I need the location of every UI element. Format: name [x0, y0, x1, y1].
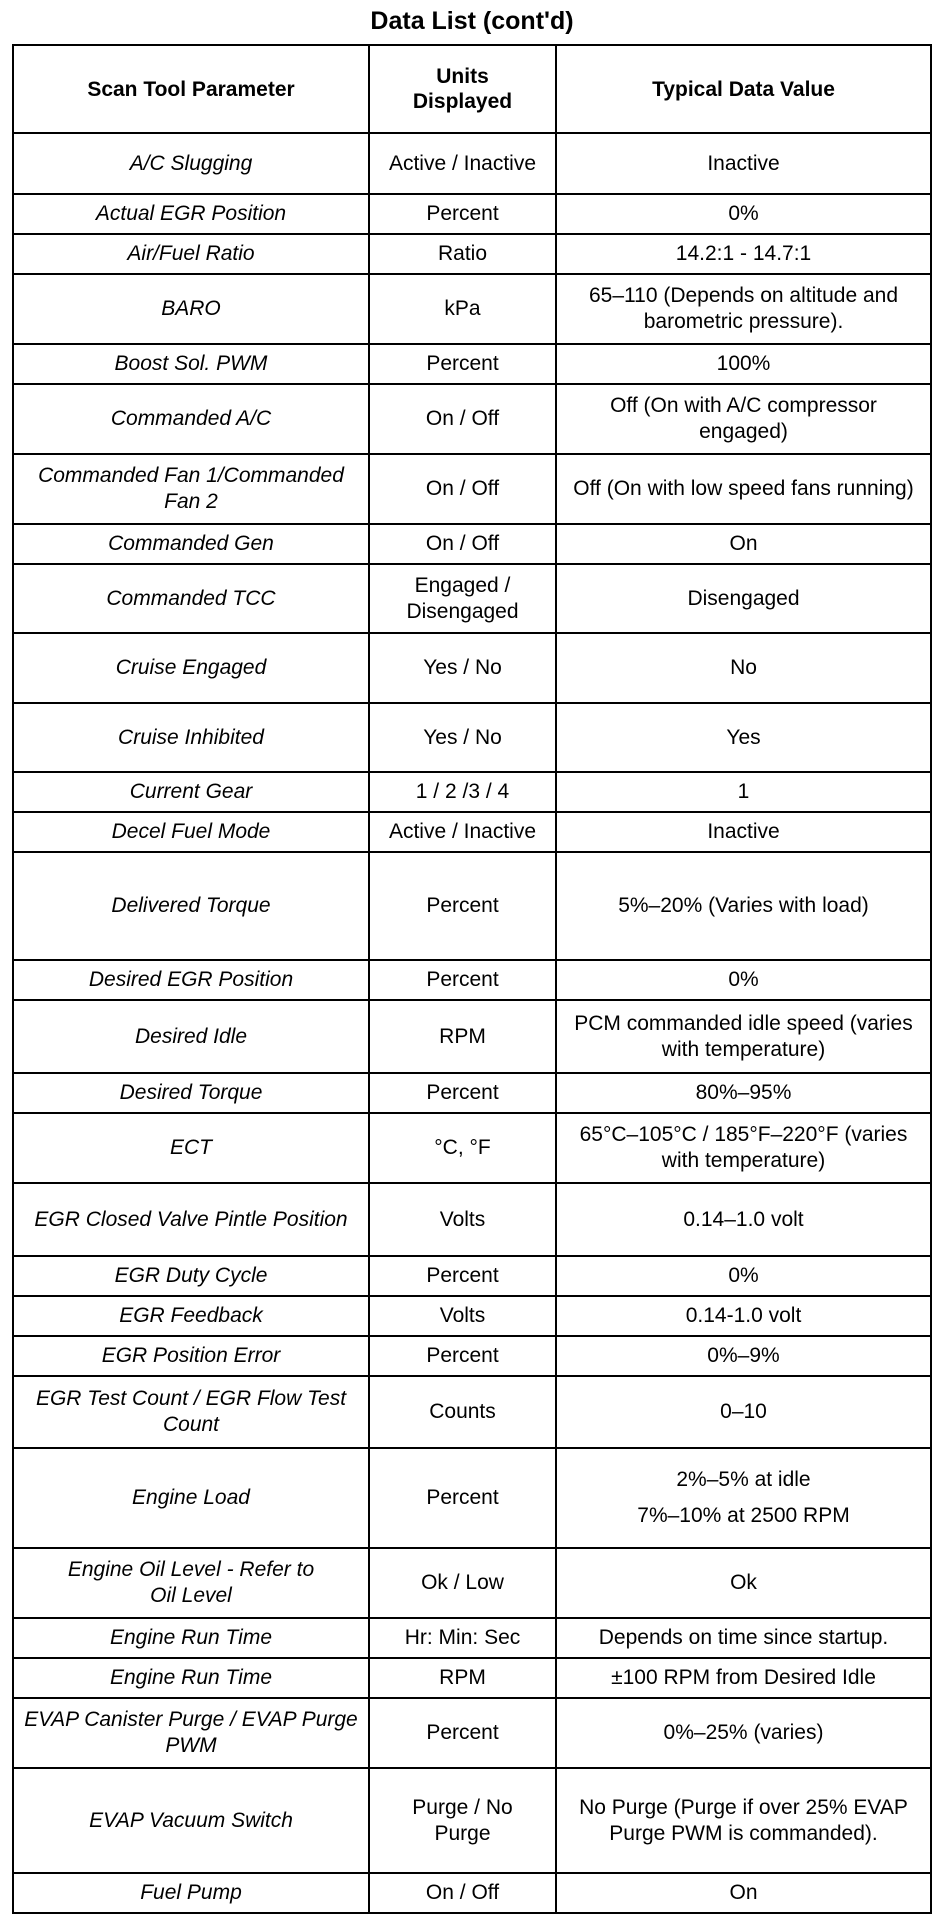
- value-cell: Off (On with A/C compressor engaged): [556, 384, 931, 454]
- param-cell: Fuel Pump: [13, 1873, 369, 1913]
- table-row: [13, 1256, 931, 1296]
- header-scan-tool-parameter: Scan Tool Parameter: [13, 45, 369, 133]
- table-row: [13, 1000, 931, 1073]
- units-cell: Active / Inactive: [369, 133, 556, 194]
- units-cell: On / Off: [369, 524, 556, 564]
- value-cell: ±100 RPM from Desired Idle: [556, 1658, 931, 1698]
- param-cell: EGR Position Error: [13, 1336, 369, 1376]
- param-cell: EGR Test Count / EGR Flow Test Count: [13, 1376, 369, 1448]
- value-cell: On: [556, 524, 931, 564]
- param-cell: Engine Load: [13, 1448, 369, 1548]
- units-cell: Counts: [369, 1376, 556, 1448]
- table-row: [13, 194, 931, 234]
- param-cell: Delivered Torque: [13, 852, 369, 960]
- table-row: [13, 1873, 931, 1913]
- units-cell: Engaged / Disengaged: [369, 564, 556, 633]
- value-cell: 0%: [556, 194, 931, 234]
- param-cell: EGR Duty Cycle: [13, 1256, 369, 1296]
- units-cell: Percent: [369, 1256, 556, 1296]
- table-row: [13, 633, 931, 703]
- value-cell: 0%–25% (varies): [556, 1698, 931, 1768]
- value-cell: 0%: [556, 1256, 931, 1296]
- value-cell: 0.14-1.0 volt: [556, 1296, 931, 1336]
- param-cell: Commanded Fan 1/Commanded Fan 2: [13, 454, 369, 524]
- units-cell: °C, °F: [369, 1113, 556, 1183]
- param-cell: Cruise Inhibited: [13, 703, 369, 772]
- units-cell: Percent: [369, 1336, 556, 1376]
- table-row: [13, 1698, 931, 1768]
- units-cell: Volts: [369, 1183, 556, 1256]
- table-row: [13, 960, 931, 1000]
- table-row: [13, 274, 931, 344]
- param-cell: EVAP Vacuum Switch: [13, 1768, 369, 1873]
- param-cell: BARO: [13, 274, 369, 344]
- table-row: [13, 1296, 931, 1336]
- param-cell: Current Gear: [13, 772, 369, 812]
- param-cell: Decel Fuel Mode: [13, 812, 369, 852]
- table-row: [13, 344, 931, 384]
- param-cell: ECT: [13, 1113, 369, 1183]
- value-cell: No Purge (Purge if over 25% EVAP Purge PWM is commanded).: [556, 1768, 931, 1873]
- units-cell: Percent: [369, 1073, 556, 1113]
- units-cell: On / Off: [369, 1873, 556, 1913]
- value-cell: Depends on time since startup.: [556, 1618, 931, 1658]
- units-cell: Ok / Low: [369, 1548, 556, 1618]
- table-row: [13, 454, 931, 524]
- param-cell: Air/Fuel Ratio: [13, 234, 369, 274]
- param-cell: Actual EGR Position: [13, 194, 369, 234]
- table-row: [13, 852, 931, 960]
- param-cell: Commanded Gen: [13, 524, 369, 564]
- param-cell: [13, 1698, 369, 1768]
- units-cell: Ratio: [369, 234, 556, 274]
- table-row: [13, 772, 931, 812]
- param-cell: Engine Run Time: [13, 1658, 369, 1698]
- table-row: [13, 1183, 931, 1256]
- units-cell: Percent: [369, 1698, 556, 1768]
- value-cell: 0%: [556, 960, 931, 1000]
- units-cell: RPM: [369, 1658, 556, 1698]
- param-cell: EGR Closed Valve Pintle Position: [13, 1183, 369, 1256]
- value-cell: Ok: [556, 1548, 931, 1618]
- param-cell: Engine Run Time: [13, 1618, 369, 1658]
- value-cell: 5%–20% (Varies with load): [556, 852, 931, 960]
- value-cell: Yes: [556, 703, 931, 772]
- table-row: [13, 524, 931, 564]
- value-cell: 14.2:1 - 14.7:1: [556, 234, 931, 274]
- value-cell: 0–10: [556, 1376, 931, 1448]
- page-title: Data List (cont'd): [370, 7, 574, 35]
- header-units-displayed: Units Displayed: [369, 45, 556, 133]
- param-cell: EGR Feedback: [13, 1296, 369, 1336]
- units-cell: Percent: [369, 1448, 556, 1548]
- table-row: [13, 1336, 931, 1376]
- value-cell: 65–110 (Depends on altitude and barometric pressure).: [556, 274, 931, 344]
- data-list-table: [12, 44, 932, 1914]
- value-cell: 0.14–1.0 volt: [556, 1183, 931, 1256]
- value-cell: [556, 1448, 931, 1548]
- value-cell: On: [556, 1873, 931, 1913]
- units-cell: 1 / 2 /3 / 4: [369, 772, 556, 812]
- value-line: 7%–10% at 2500 RPM: [637, 1504, 850, 1527]
- units-cell: Hr: Min: Sec: [369, 1618, 556, 1658]
- value-cell: No: [556, 633, 931, 703]
- table-row: [13, 1658, 931, 1698]
- value-cell: Inactive: [556, 812, 931, 852]
- units-cell: Percent: [369, 194, 556, 234]
- param-cell: [13, 1548, 369, 1618]
- table-row: [13, 1618, 931, 1658]
- value-cell: 1: [556, 772, 931, 812]
- table-row: [13, 564, 931, 633]
- value-cell: 0%–9%: [556, 1336, 931, 1376]
- param-cell: Desired Idle: [13, 1000, 369, 1073]
- units-cell: Percent: [369, 852, 556, 960]
- param-link-text: EVAP Purge PWM: [165, 1708, 358, 1757]
- value-cell: 65°C–105°C / 185°F–220°F (varies with temperature): [556, 1113, 931, 1183]
- header-typical-data-value: Typical Data Value: [556, 45, 931, 133]
- param-cell: Cruise Engaged: [13, 633, 369, 703]
- units-cell: Yes / No: [369, 703, 556, 772]
- param-cell: Desired Torque: [13, 1073, 369, 1113]
- table-row: [13, 133, 931, 194]
- param-cell: Boost Sol. PWM: [13, 344, 369, 384]
- value-cell: 80%–95%: [556, 1073, 931, 1113]
- units-cell: RPM: [369, 1000, 556, 1073]
- units-cell: Percent: [369, 960, 556, 1000]
- table-row: [13, 1768, 931, 1873]
- table-row: [13, 1113, 931, 1183]
- param-cell: Commanded A/C: [13, 384, 369, 454]
- param-text: EVAP Canister Purge /: [24, 1708, 242, 1731]
- units-cell: kPa: [369, 274, 556, 344]
- units-cell: Volts: [369, 1296, 556, 1336]
- table-row: [13, 384, 931, 454]
- param-text: Engine Oil Level - Refer to: [67, 1558, 315, 1581]
- units-cell: Yes / No: [369, 633, 556, 703]
- table-row: [13, 234, 931, 274]
- param-cell: A/C Slugging: [13, 133, 369, 194]
- param-link-text: Oil Level: [150, 1584, 232, 1607]
- table-row: [13, 703, 931, 772]
- table-row: [13, 812, 931, 852]
- units-cell: On / Off: [369, 384, 556, 454]
- value-cell: Off (On with low speed fans running): [556, 454, 931, 524]
- units-cell: Active / Inactive: [369, 812, 556, 852]
- table-row: [13, 1548, 931, 1618]
- param-cell: Commanded TCC: [13, 564, 369, 633]
- units-cell: On / Off: [369, 454, 556, 524]
- table-row: [13, 1073, 931, 1113]
- table-row: [13, 1376, 931, 1448]
- value-line: 2%–5% at idle: [676, 1468, 811, 1491]
- value-cell: Disengaged: [556, 564, 931, 633]
- value-cell: Inactive: [556, 133, 931, 194]
- param-cell: Desired EGR Position: [13, 960, 369, 1000]
- header-row: [13, 45, 931, 133]
- units-cell: Purge / No Purge: [369, 1768, 556, 1873]
- table-row: [13, 1448, 931, 1548]
- value-cell: 100%: [556, 344, 931, 384]
- units-cell: Percent: [369, 344, 556, 384]
- value-cell: PCM commanded idle speed (varies with temperature): [556, 1000, 931, 1073]
